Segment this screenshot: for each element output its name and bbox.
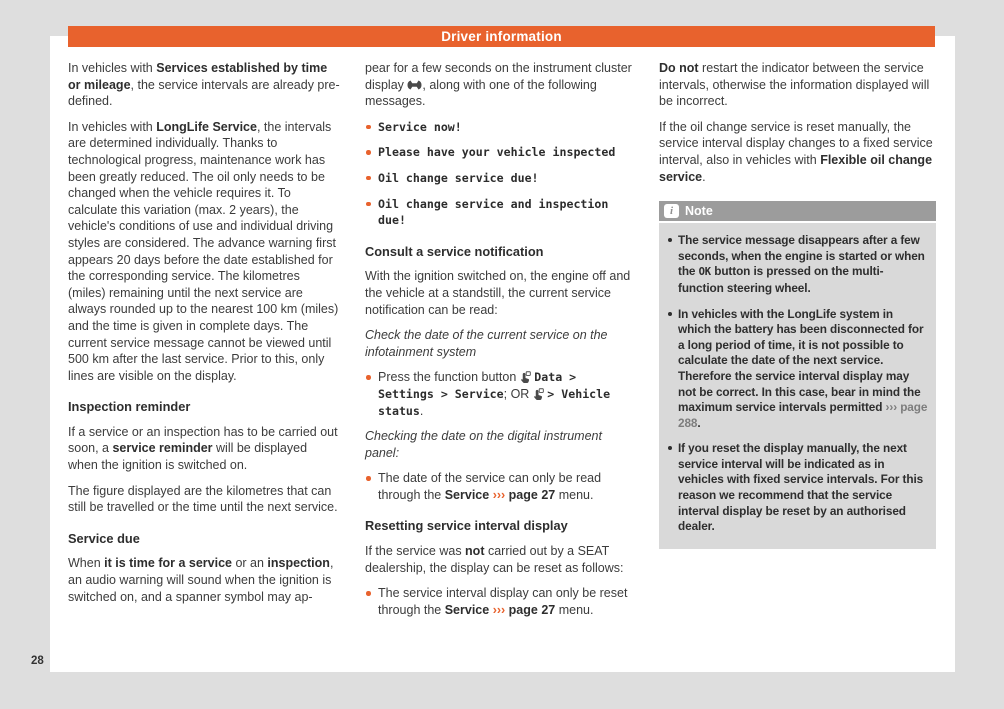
note-title: Note — [685, 203, 713, 218]
text-segment: > Vehicle status — [378, 386, 611, 418]
bullet-item — [365, 119, 638, 136]
note-body — [659, 221, 936, 549]
text-segment: menu. — [555, 602, 594, 617]
paragraph — [365, 428, 638, 461]
text-column-1 — [68, 60, 340, 614]
text-segment: pear for a few seconds on the instrument cluster display — [365, 61, 632, 92]
text-column-2 — [365, 60, 638, 627]
text-segment: When — [68, 556, 105, 571]
text-segment: ››› — [492, 602, 506, 617]
text-segment: Please have your vehicle inspected — [378, 145, 616, 160]
bullet-icon — [366, 150, 371, 155]
text-segment: In vehicles with — [68, 61, 157, 75]
text-segment: restart the indicator between the service intervals, otherwise the information displayed will be incorrect. — [659, 61, 930, 109]
bullet-text — [378, 171, 539, 185]
text-segment: If the oil change service is reset manually, the service interval display changes to a fixed service interval, also in vehicles with — [659, 119, 933, 167]
text-segment: If the service was — [365, 544, 466, 559]
text-segment: The figure displayed are the kilometres that can still be travelled or the time until the next service. — [68, 483, 338, 515]
note-text — [678, 307, 927, 430]
bullet-item — [365, 144, 638, 161]
paragraph — [68, 424, 340, 474]
bullet-text — [378, 586, 627, 617]
text-segment: Press the function button — [378, 370, 520, 385]
bullet-text — [378, 120, 462, 134]
note-header — [659, 201, 936, 221]
bullet-icon — [366, 476, 371, 481]
bullet-text — [378, 370, 610, 417]
text-segment: Service now! — [378, 119, 462, 134]
paragraph — [659, 119, 936, 185]
paragraph — [365, 543, 638, 576]
press-button-icon — [533, 386, 544, 403]
spanner-icon — [407, 77, 422, 94]
paragraph — [365, 327, 638, 360]
text-segment: Do not — [659, 61, 699, 75]
text-segment: Data > Settings > Service — [378, 370, 577, 401]
text-segment: Services established by time or mileage — [68, 61, 328, 92]
section-heading: Service due — [68, 530, 140, 546]
bullet-icon — [366, 591, 371, 596]
text-segment: , the service intervals are already pre-defined. — [68, 77, 340, 109]
text-column-3 — [659, 60, 936, 549]
section-heading: Resetting service interval display — [365, 518, 568, 534]
text-segment: or an — [231, 556, 268, 571]
bullet-icon — [366, 125, 371, 130]
info-icon: i — [664, 204, 679, 218]
section-heading: Inspection reminder — [68, 399, 191, 415]
text-segment: Checking the date on the digital instrument panel: — [365, 429, 602, 460]
paragraph — [68, 119, 340, 385]
paragraph — [365, 60, 638, 110]
paragraph — [68, 483, 340, 516]
text-segment: , along with one of the following messages. — [365, 77, 597, 109]
text-segment: page 27 — [508, 487, 556, 502]
bullet-item — [365, 369, 638, 419]
bullet-item — [365, 585, 638, 618]
paragraph — [68, 555, 340, 605]
bullet-icon — [366, 375, 371, 380]
note-text — [678, 233, 925, 295]
paragraph — [68, 60, 340, 110]
text-segment: Oil change service due! — [378, 170, 539, 185]
text-segment: With the ignition switched on, the engine off and the vehicle at a standstill, the current service notification can be read: — [365, 269, 631, 317]
text-segment: ››› page 288 — [678, 400, 928, 430]
text-segment: If you reset the display manually, the next service interval will be indicated as in vehicles with fixed service intervals. For this reason we recommend that the service interval display be reset by an authorised dealer. — [678, 441, 924, 534]
text-segment: . — [697, 415, 701, 430]
bullet-text — [378, 197, 608, 228]
paragraph — [659, 60, 936, 110]
note-text — [678, 441, 923, 533]
text-segment: The service interval display can only be reset through the — [378, 586, 628, 617]
text-segment: Check the date of the current service on the infotainment system — [365, 328, 608, 359]
text-segment: will be displayed when the ignition is switched on. — [68, 441, 308, 473]
section-heading: Consult a service notification — [365, 243, 544, 259]
text-segment: service reminder — [112, 441, 213, 456]
text-segment: OK — [698, 266, 712, 279]
bullet-icon — [366, 176, 371, 181]
text-segment: The date of the service can only be read through the — [378, 471, 602, 502]
chapter-header-bar — [68, 26, 935, 47]
text-segment: menu. — [555, 487, 594, 502]
text-segment: carried out by a SEAT dealership, the display can be reset as follows: — [365, 544, 624, 575]
bullet-text — [378, 471, 601, 502]
bullet-icon — [668, 446, 672, 450]
bullet-text — [378, 145, 615, 159]
text-segment: page 27 — [508, 602, 556, 617]
text-segment: ; OR — [503, 386, 533, 401]
chapter-title: Driver information — [441, 29, 562, 44]
note-list-item — [667, 233, 928, 296]
text-segment: it is time for a service — [104, 556, 232, 571]
note-box — [659, 201, 936, 549]
text-segment: ››› — [492, 487, 506, 502]
bullet-icon — [668, 312, 672, 316]
press-button-icon — [520, 369, 531, 386]
bullet-item — [365, 470, 638, 503]
text-segment: inspection — [267, 556, 330, 571]
text-segment: Service — [444, 602, 490, 617]
page-number: 28 — [31, 655, 44, 667]
note-list-item — [667, 441, 928, 535]
bullet-icon — [668, 238, 672, 242]
text-segment: . — [702, 169, 706, 184]
bullet-item — [365, 196, 638, 229]
text-segment: , an audio warning will sound when the ignition is switched on, and a spanner symbol may ap- — [68, 556, 334, 604]
text-segment: . — [419, 403, 424, 418]
text-segment: Oil change service and inspection due! — [378, 196, 609, 228]
text-segment: If a service or an inspection has to be carried out soon, a — [68, 424, 338, 456]
paragraph — [365, 268, 638, 318]
text-segment: Flexible oil change service — [659, 152, 933, 184]
note-list-item — [667, 307, 928, 432]
text-segment: In vehicles with — [68, 119, 157, 134]
text-segment: The service message disappears after a few seconds, when the engine is started or when the — [678, 233, 925, 279]
text-segment: Service — [444, 487, 490, 502]
text-segment: not — [465, 544, 485, 559]
bullet-item — [365, 170, 638, 187]
text-segment: LongLife Service — [156, 119, 257, 134]
bullet-icon — [366, 202, 371, 207]
text-segment: In vehicles with the LongLife system in which the battery has been disconnected for a long period of time, it is not possible to calculate the date of the next service. Therefore the service interval display may not be correct. In this case, bear in mind the maximum service intervals permitted — [678, 306, 924, 415]
text-segment: button is pressed on the multi-function steering wheel. — [678, 264, 884, 295]
text-segment: , the intervals are determined individually. Thanks to technological progress, maintenance work has been greatly reduced. The oil only needs to be changed when the vehicle requires it. To calculate this variation (max. 2 years), the vehicle's conditions of use and individual driving styles are considered. The advance warning first appears 20 days before the date established for the corresponding service. The kilometres (miles) remaining until the next service are always rounded up to the nearest 100 km (miles) and the time is given in complete days. The current service message cannot be viewed until 500 km after the last service. Prior to this, only lines are visible on the display. — [68, 119, 339, 383]
